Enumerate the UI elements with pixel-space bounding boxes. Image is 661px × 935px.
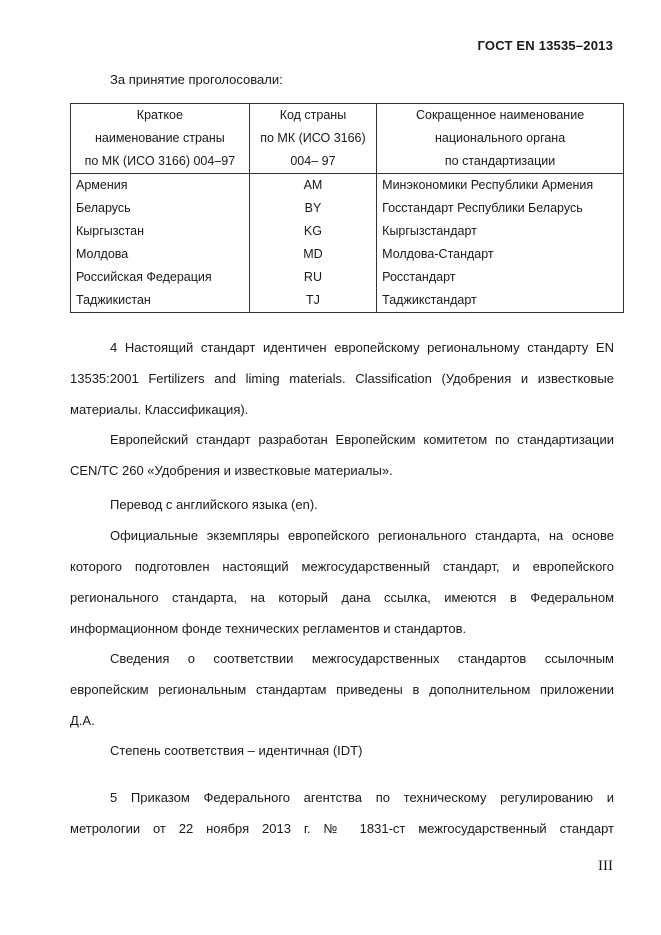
- table-row: [71, 197, 624, 220]
- paragraph-line: информационном фонде технических регламентов и стандартов.: [70, 621, 467, 636]
- country-name-cell: Таджикистан: [71, 289, 250, 313]
- paragraph-line: которого подготовлен настоящий межгосударственный стандарт, и европейского: [70, 559, 614, 574]
- countries-table: [70, 103, 624, 313]
- header-line: наименование страны: [94, 131, 225, 145]
- table-header-row: [71, 104, 624, 174]
- paragraph-degree: [70, 735, 614, 766]
- paragraph-order: [70, 782, 614, 844]
- country-name-cell: Российская Федерация: [71, 266, 250, 289]
- paragraph-line: Перевод с английского языка (en).: [110, 497, 318, 512]
- header-line: Сокращенное наименование: [415, 108, 585, 122]
- paragraph-line: материалы. Классификация).: [70, 402, 249, 417]
- standard-header: ГОСТ EN 13535–2013: [477, 38, 613, 53]
- paragraph-line: Сведения о соответствии межгосударственных стандартов ссылочным: [110, 651, 614, 666]
- national-body-cell: Госстандарт Республики Беларусь: [377, 197, 624, 220]
- country-name-cell: Беларусь: [71, 197, 250, 220]
- paragraph-line: регионального стандарта, на который дана ссылка, имеются в Федеральном: [70, 590, 614, 605]
- paragraph-line: 4 Настоящий стандарт идентичен европейскому региональному стандарту EN: [110, 340, 614, 355]
- table-row: [71, 266, 624, 289]
- country-code-cell: AM: [249, 174, 376, 198]
- paragraph-identity: [70, 332, 614, 425]
- header-line: Код страны: [279, 108, 347, 122]
- paragraph-line: Официальные экземпляры европейского регионального стандарта, на основе: [110, 528, 614, 543]
- country-code-cell: BY: [249, 197, 376, 220]
- country-name-cell: Молдова: [71, 243, 250, 266]
- country-name-cell: Армения: [71, 174, 250, 198]
- header-line: национального органа: [434, 131, 566, 145]
- header-line: по МК (ИСО 3166) 004–97: [84, 154, 236, 168]
- header-national-body: [377, 104, 624, 174]
- paragraph-line: Европейский стандарт разработан Европейским комитетом по стандартизации: [110, 432, 614, 447]
- paragraph-line: 5 Приказом Федерального агентства по техническому регулированию и: [110, 790, 614, 805]
- paragraph-official-copies: [70, 520, 614, 644]
- page-number: III: [598, 858, 613, 874]
- paragraph-cen-committee: [70, 424, 614, 486]
- table-row: [71, 174, 624, 198]
- paragraph-line: метрологии от 22 ноября 2013 г. № 1831-ст межгосударственный стандарт: [70, 821, 614, 836]
- paragraph-line: Д.А.: [70, 713, 95, 728]
- country-code-cell: RU: [249, 266, 376, 289]
- paragraph-translation: [70, 489, 614, 520]
- table-row: [71, 289, 624, 313]
- header-line: 004– 97: [290, 154, 336, 168]
- national-body-cell: Молдова-Стандарт: [377, 243, 624, 266]
- country-code-cell: MD: [249, 243, 376, 266]
- voting-intro: За принятие проголосовали:: [110, 72, 283, 87]
- paragraph-line: Степень соответствия – идентичная (IDT): [110, 743, 363, 758]
- header-country-code: [249, 104, 376, 174]
- national-body-cell: Таджикстандарт: [377, 289, 624, 313]
- paragraph-line: европейским региональным стандартам приведены в дополнительном приложении: [70, 682, 614, 697]
- paragraph-line: 13535:2001 Fertilizers and liming materials. Classification (Удобрения и известковые: [70, 371, 614, 386]
- header-line: Краткое: [136, 108, 183, 122]
- country-code-cell: TJ: [249, 289, 376, 313]
- national-body-cell: Росстандарт: [377, 266, 624, 289]
- header-line: по МК (ИСО 3166): [260, 131, 366, 145]
- national-body-cell: Кыргызстандарт: [377, 220, 624, 243]
- table-row: [71, 243, 624, 266]
- table-row: [71, 220, 624, 243]
- header-country-name: [71, 104, 250, 174]
- national-body-cell: Минэкономики Республики Армения: [377, 174, 624, 198]
- country-code-cell: KG: [249, 220, 376, 243]
- country-name-cell: Кыргызстан: [71, 220, 250, 243]
- paragraph-correspondence: [70, 643, 614, 736]
- header-line: по стандартизации: [444, 154, 556, 168]
- paragraph-line: CEN/TC 260 «Удобрения и известковые материалы».: [70, 463, 393, 478]
